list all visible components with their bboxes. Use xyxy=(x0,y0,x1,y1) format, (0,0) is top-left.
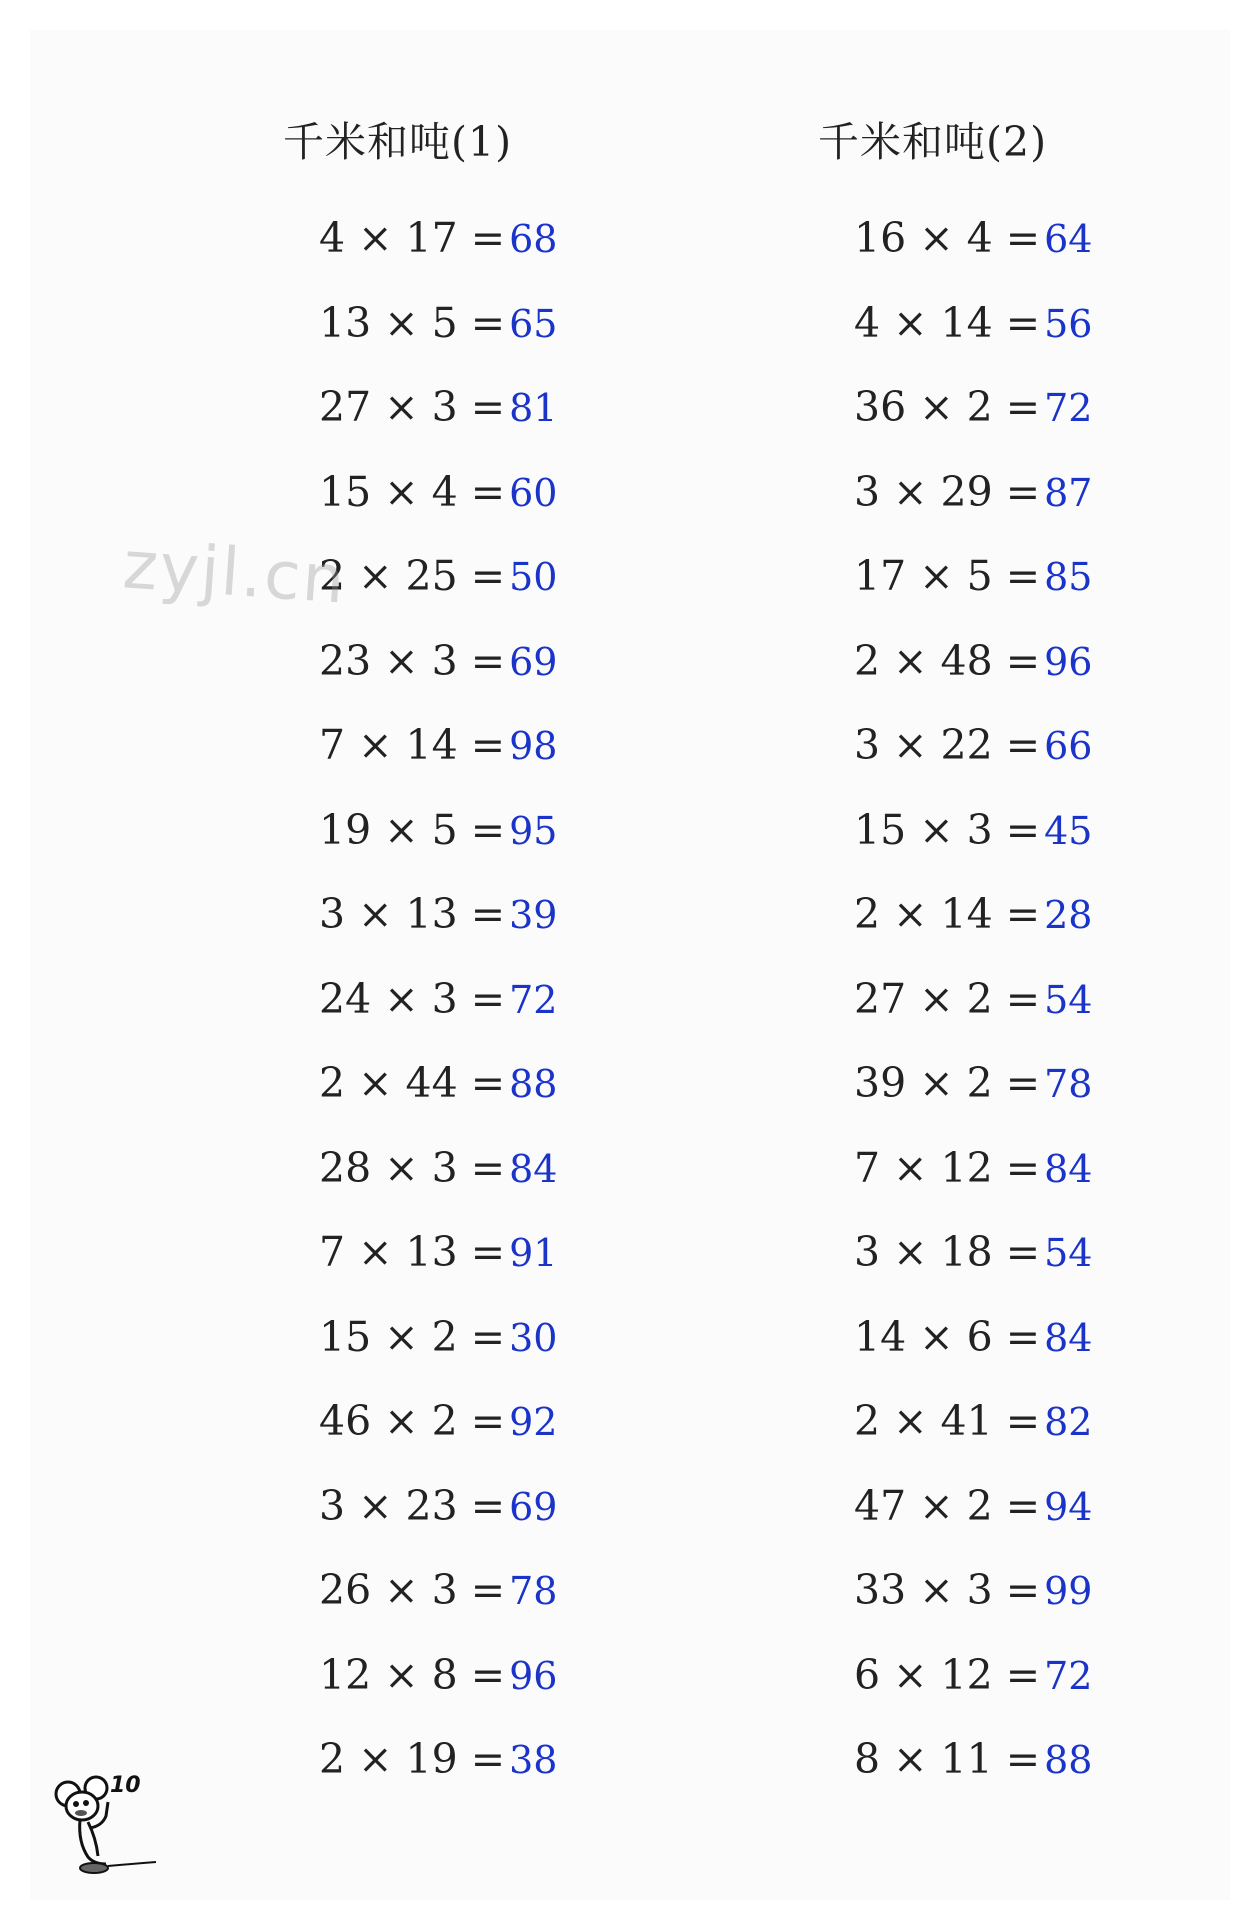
problem-expression: 12 × 8 = xyxy=(319,1650,506,1699)
problem-expression: 4 × 14 = xyxy=(854,298,1041,347)
problem-answer: 72 xyxy=(1044,1653,1093,1698)
problem-answer: 50 xyxy=(509,555,558,599)
problem-expression: 3 × 18 = xyxy=(854,1228,1041,1276)
section-title: 千米和吨(1) xyxy=(283,118,513,166)
problem-expression: 7 × 13 = xyxy=(319,1228,506,1276)
section-right xyxy=(818,110,1092,1802)
problem-answer: 95 xyxy=(509,808,558,853)
problem-row xyxy=(283,1379,557,1464)
problem-answer: 88 xyxy=(509,1062,558,1106)
problem-row xyxy=(818,1041,1092,1126)
section-left xyxy=(283,110,557,1802)
problem-expression: 46 × 2 = xyxy=(319,1397,506,1445)
problem-answer: 72 xyxy=(509,977,558,1022)
problem-row xyxy=(818,534,1092,619)
problem-answer: 60 xyxy=(509,470,558,515)
problem-expression: 14 × 6 = xyxy=(854,1312,1041,1361)
problem-expression: 26 × 3 = xyxy=(319,1566,506,1614)
problem-answer: 54 xyxy=(1044,977,1093,1022)
problem-answer: 82 xyxy=(1044,1400,1093,1444)
problem-expression: 16 × 4 = xyxy=(854,214,1041,262)
problem-answer: 84 xyxy=(1044,1146,1093,1191)
problem-expression: 8 × 11 = xyxy=(854,1735,1041,1783)
problem-answer: 99 xyxy=(1044,1569,1093,1613)
problem-expression: 15 × 4 = xyxy=(319,467,506,516)
problem-answer: 94 xyxy=(1044,1484,1093,1529)
problem-row xyxy=(818,788,1092,873)
problem-answer: 96 xyxy=(509,1653,558,1698)
problem-expression: 3 × 23 = xyxy=(319,1481,506,1530)
problem-row xyxy=(283,1126,557,1211)
problem-row xyxy=(818,619,1092,704)
problem-expression: 17 × 5 = xyxy=(854,552,1041,600)
problem-answer: 84 xyxy=(1044,1315,1093,1360)
problem-row xyxy=(818,1126,1092,1211)
problem-row xyxy=(818,196,1092,281)
problem-answer: 69 xyxy=(509,1484,558,1529)
problem-expression: 7 × 12 = xyxy=(854,1143,1041,1192)
problem-answer: 45 xyxy=(1044,808,1093,853)
problem-answer: 66 xyxy=(1044,724,1093,768)
problem-answer: 91 xyxy=(509,1231,558,1275)
problem-row xyxy=(818,281,1092,366)
problem-answer: 84 xyxy=(509,1146,558,1191)
problem-answer: 85 xyxy=(1044,555,1093,599)
problem-row xyxy=(818,365,1092,450)
problem-answer: 64 xyxy=(1044,217,1093,261)
problem-expression: 2 × 44 = xyxy=(319,1059,506,1107)
problem-answer: 81 xyxy=(509,386,558,430)
problem-expression: 28 × 3 = xyxy=(319,1143,506,1192)
problem-row xyxy=(818,1633,1092,1718)
problem-answer: 72 xyxy=(1044,386,1093,430)
problem-row xyxy=(818,450,1092,535)
problem-expression: 15 × 2 = xyxy=(319,1312,506,1361)
problem-expression: 15 × 3 = xyxy=(854,805,1041,854)
problem-row xyxy=(818,872,1092,957)
problem-expression: 3 × 29 = xyxy=(854,467,1041,516)
problem-answer: 28 xyxy=(1044,893,1093,937)
problem-answer: 30 xyxy=(509,1315,558,1360)
problem-answer: 39 xyxy=(509,893,558,937)
problem-expression: 3 × 22 = xyxy=(854,721,1041,769)
problem-answer: 92 xyxy=(509,1400,558,1444)
section-title: 千米和吨(2) xyxy=(818,118,1048,166)
problem-row xyxy=(283,619,557,704)
problem-row xyxy=(283,957,557,1042)
problem-expression: 23 × 3 = xyxy=(319,636,506,685)
problem-row xyxy=(283,703,557,788)
problem-answer: 78 xyxy=(509,1569,558,1613)
page-number: 10 xyxy=(110,1773,141,1798)
problem-answer: 78 xyxy=(1044,1062,1093,1106)
problem-expression: 19 × 5 = xyxy=(319,805,506,854)
problem-expression: 2 × 14 = xyxy=(854,890,1041,938)
problem-row xyxy=(818,1464,1092,1549)
problem-expression: 3 × 13 = xyxy=(319,890,506,938)
problem-answer: 56 xyxy=(1044,301,1093,346)
problem-row xyxy=(283,1041,557,1126)
problem-row xyxy=(818,957,1092,1042)
problem-expression: 39 × 2 = xyxy=(854,1059,1041,1107)
problem-row xyxy=(818,1717,1092,1802)
problem-expression: 2 × 48 = xyxy=(854,636,1041,685)
problem-expression: 4 × 17 = xyxy=(319,214,506,262)
problem-row xyxy=(283,872,557,957)
problem-answer: 68 xyxy=(509,217,558,261)
problem-expression: 47 × 2 = xyxy=(854,1481,1041,1530)
problem-row xyxy=(818,1210,1092,1295)
watermark: zyjl.cn xyxy=(120,526,349,619)
problem-expression: 2 × 25 = xyxy=(319,552,506,600)
problem-expression: 27 × 3 = xyxy=(319,383,506,431)
problem-row xyxy=(818,1379,1092,1464)
problem-answer: 87 xyxy=(1044,470,1093,515)
problem-answer: 69 xyxy=(509,639,558,684)
problem-expression: 6 × 12 = xyxy=(854,1650,1041,1699)
problem-row xyxy=(818,1295,1092,1380)
problem-row xyxy=(818,1548,1092,1633)
problem-answer: 38 xyxy=(509,1738,558,1782)
problem-row xyxy=(818,703,1092,788)
problem-expression: 36 × 2 = xyxy=(854,383,1041,431)
problem-row xyxy=(283,788,557,873)
problem-row xyxy=(283,534,557,619)
problem-row xyxy=(283,365,557,450)
problem-row xyxy=(283,281,557,366)
problem-expression: 33 × 3 = xyxy=(854,1566,1041,1614)
problem-row xyxy=(283,1210,557,1295)
problem-expression: 27 × 2 = xyxy=(854,974,1041,1023)
problem-expression: 2 × 19 = xyxy=(319,1735,506,1783)
problem-answer: 88 xyxy=(1044,1738,1093,1782)
problem-expression: 24 × 3 = xyxy=(319,974,506,1023)
problem-row xyxy=(283,1464,557,1549)
problem-expression: 13 × 5 = xyxy=(319,298,506,347)
problem-expression: 7 × 14 = xyxy=(319,721,506,769)
problem-row xyxy=(283,450,557,535)
problem-row xyxy=(283,1633,557,1718)
problem-answer: 96 xyxy=(1044,639,1093,684)
problem-answer: 54 xyxy=(1044,1231,1093,1275)
problem-answer: 65 xyxy=(509,301,558,346)
problem-row xyxy=(283,1717,557,1802)
problem-expression: 2 × 41 = xyxy=(854,1397,1041,1445)
problem-list xyxy=(283,196,557,1802)
problem-row xyxy=(283,196,557,281)
problem-answer: 98 xyxy=(509,724,558,768)
problem-row xyxy=(283,1295,557,1380)
problem-row xyxy=(283,1548,557,1633)
problem-list xyxy=(818,196,1092,1802)
